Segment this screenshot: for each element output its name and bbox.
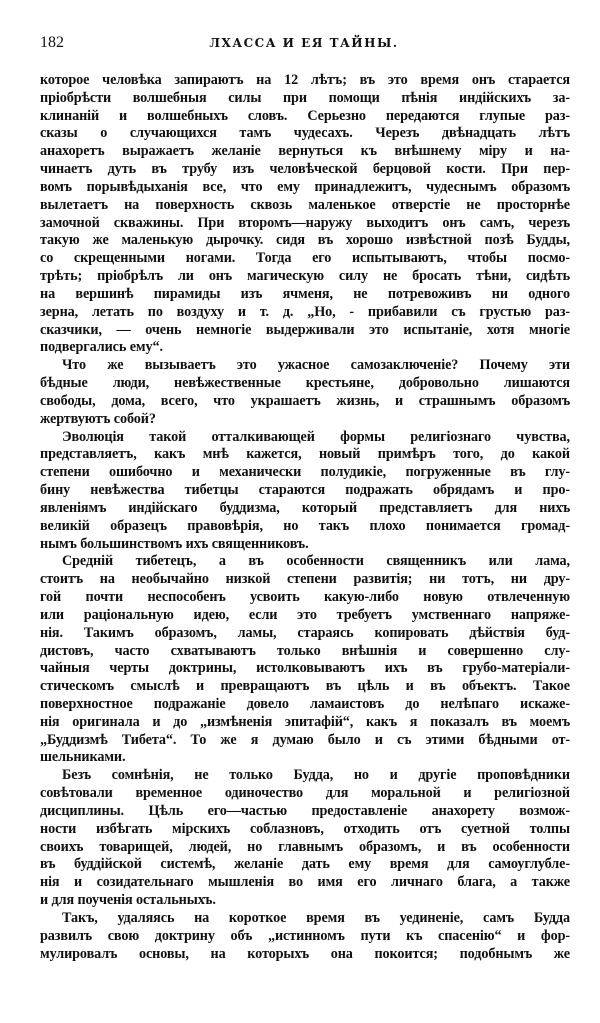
- text-line: стическомъ смыслѣ и превращаютъ въ цѣль и въ объектъ. Такое: [40, 678, 570, 695]
- text-line: на вершинѣ пирамиды изъ ячменя, не потревоживъ ни одного: [40, 285, 570, 302]
- body-text: [40, 72, 570, 963]
- text-line: гой почти неспособенъ усвоить какую-либо новую отвлеченную: [40, 589, 570, 606]
- text-line: со скрещенными ногами. Тогда его испытываютъ, чтобы посмо-: [40, 250, 570, 267]
- text-line: такую же маленькую дырочку. сидя въ хорошо извѣстной позѣ Будды,: [40, 232, 570, 249]
- text-line: дистовъ, часто схватываютъ только внѣшнія и совершенно слу-: [40, 642, 570, 659]
- text-line: нія. Такимъ образомъ, ламы, стараясь копировать дѣйствія буд-: [40, 624, 570, 641]
- text-line: своихъ товарищей, людей, но главнымъ образомъ, и въ особенности: [40, 838, 570, 855]
- text-line: которое человѣка запираютъ на 12 лѣтъ; въ это время онъ старается: [40, 72, 570, 88]
- text-line: замочной скважины. При второмъ—наружу выходитъ онъ самъ, черезъ: [40, 214, 570, 231]
- text-line: шельниками.: [40, 749, 126, 766]
- text-line: Средній тибетецъ, а въ особенности священникъ или лама,: [62, 553, 570, 570]
- text-line: „Буддизмѣ Тибета“. То же я думаю было и съ этими бѣдными от-: [40, 731, 570, 748]
- text-line: сказчики, — очень немногіе выдерживали это испытаніе, хотя многіе: [40, 321, 570, 338]
- text-line: стоитъ на необычайно низкой степени развитія; ни тотъ, ни дру-: [40, 571, 570, 588]
- text-line: свободы, дома, всего, что украшаетъ жизнь, и страшнымъ образомъ: [40, 392, 570, 409]
- page-header: [40, 34, 568, 56]
- text-line: дисциплины. Цѣль его—частью предоставленіе анахорету возмож-: [40, 802, 570, 819]
- text-line: или раціональную идею, если это требуетъ умственнаго напряже-: [40, 606, 570, 623]
- text-line: Безъ сомнѣнія, не только Будда, но и другіе проповѣдники: [62, 767, 570, 784]
- page-number: 182: [40, 34, 64, 51]
- text-line: жертвуютъ собой?: [40, 410, 156, 427]
- text-line: Что же вызываетъ это ужасное самозаключеніе? Почему эти: [62, 357, 570, 374]
- text-line: совѣтовали временное одиночество для моральной и религіозной: [40, 785, 570, 802]
- text-line: анахоретъ выражаетъ желаніе вернуться къ внѣшнему міру и на-: [40, 143, 570, 160]
- text-line: бину невѣжества тибетцы стараются подражать обрядамъ и про-: [40, 482, 570, 499]
- text-line: нія и созидательнаго мышленія во имя его личнаго блага, а также: [40, 874, 570, 891]
- text-line: зерна, летать по воздуху и т. д. „Но, - прибавили съ грустью раз-: [40, 303, 570, 320]
- text-line: бѣдные люди, невѣжественные крестьяне, добровольно лишаются: [40, 375, 570, 392]
- text-line: клинаній и волшебныхъ словъ. Серьезно передаются глупые раз-: [40, 107, 570, 124]
- text-line: поверхностное подражаніе довело ламаистовъ до нелѣпаго искаже-: [40, 695, 570, 712]
- text-line: явленіямъ индійскаго буддизма, который представляетъ для нихъ: [40, 499, 570, 516]
- text-line: мулировалъ основы, на которыхъ она покоится; подобнымъ же: [40, 945, 570, 962]
- text-line: трѣть; пріобрѣлъ ли онъ магическую силу не бросать тѣни, сидѣть: [40, 268, 570, 285]
- text-line: нія оригинала и до „измѣненія эпитафій“, какъ я показалъ въ моемъ: [40, 713, 570, 730]
- text-line: великій образецъ правовѣрія, но такъ плохо понимается громад-: [40, 517, 570, 534]
- text-line: пріобрѣсти волшебныя силы при помощи пѣнія индійскихъ за-: [40, 89, 570, 106]
- text-line: развилъ свою доктрину объ „истинномъ пути къ спасенію“ и фор-: [40, 927, 570, 944]
- text-line: ности избѣгать мірскихъ соблазновъ, отходить отъ суетной толпы: [40, 820, 570, 837]
- text-line: вылетаетъ на поверхность сквозь маленькое отверстіе не просторнѣе: [40, 196, 570, 213]
- text-line: чинаетъ дуть въ трубу изъ человѣческой берцовой кости. При пер-: [40, 161, 570, 178]
- text-line: Такъ, удаляясь на короткое время въ уединеніе, самъ Будда: [62, 909, 570, 926]
- text-line: представляетъ, какъ мнѣ кажется, новый примѣръ того, до какой: [40, 446, 570, 463]
- text-line: вомъ порывѣдыханія все, что ему принадлежитъ, чудеснымъ образомъ: [40, 178, 570, 195]
- text-line: степени ошибочно и механически полудикіе, погруженные въ глу-: [40, 464, 570, 481]
- text-line: чайныя черты доктрины, истолковываютъ ихъ въ грубо-матеріали-: [40, 660, 570, 677]
- running-title: ЛХАССА И ЕЯ ТАЙНЫ.: [209, 36, 399, 50]
- text-line: нымъ большинствомъ ихъ священниковъ.: [40, 535, 309, 552]
- text-line: сказы о случающихся тамъ чудесахъ. Черезъ двѣнадцать лѣтъ: [40, 125, 570, 142]
- text-line: подвергались ему“.: [40, 339, 163, 356]
- text-line: и для поученія остальныхъ.: [40, 892, 216, 909]
- text-line: Эволюція такой отталкивающей формы религіознаго чувства,: [62, 428, 570, 445]
- text-line: въ буддійской системѣ, желаніе дать ему время для самоуглубле-: [40, 856, 570, 873]
